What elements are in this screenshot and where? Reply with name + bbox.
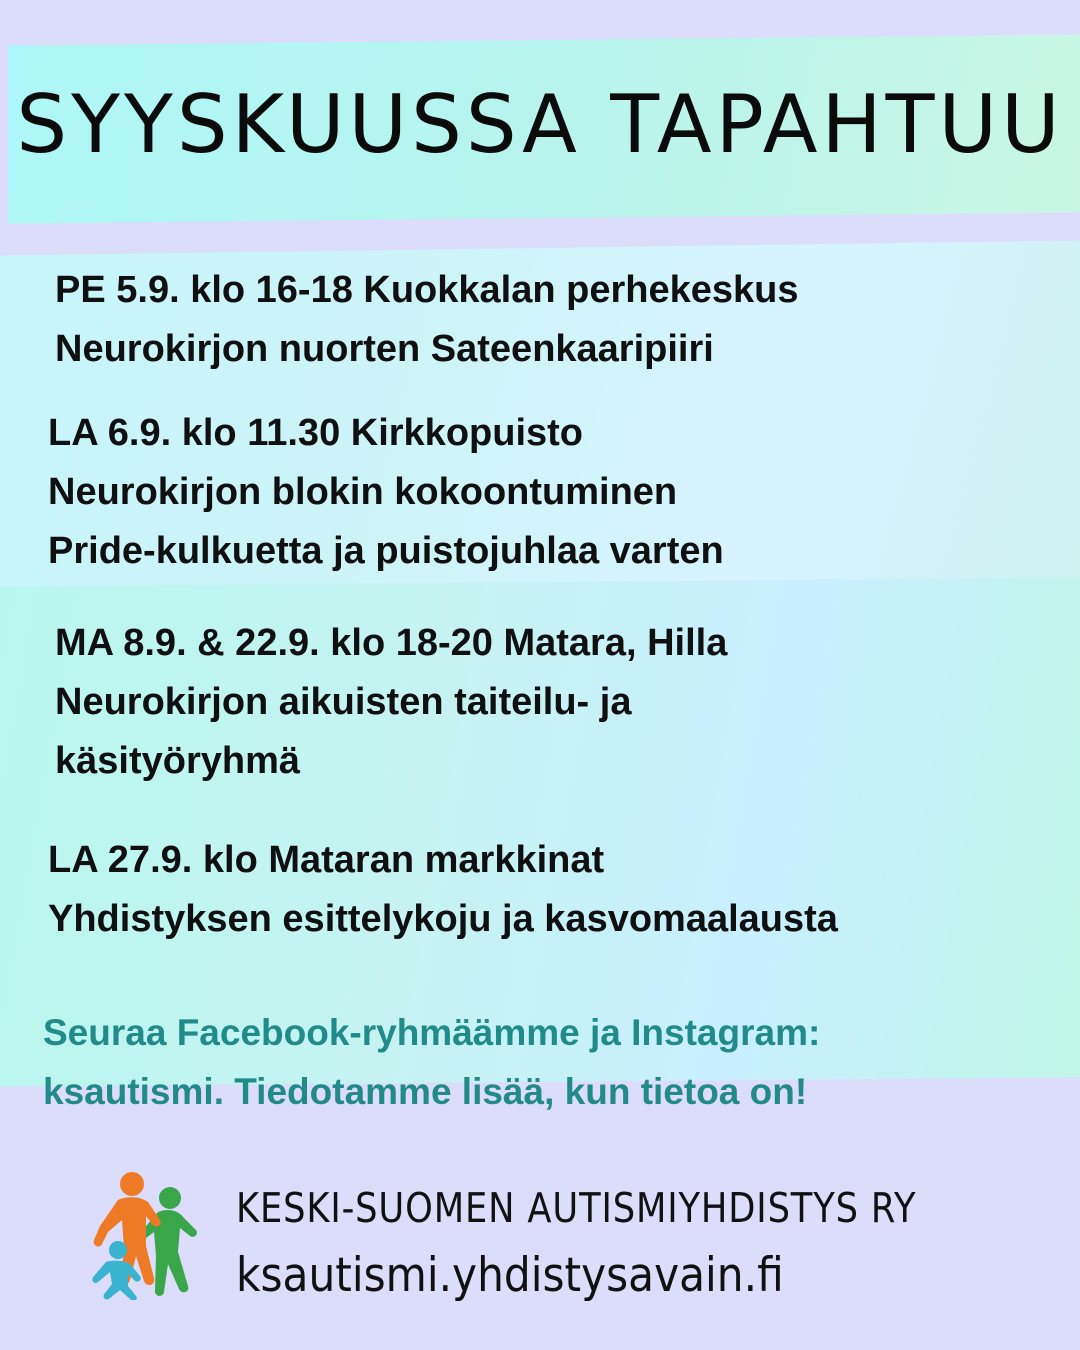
organization-url: ksautismi.yhdistysavain.fi	[236, 1248, 784, 1303]
event-heading: MA 8.9. & 22.9. klo 18-20 Matara, Hilla	[55, 622, 728, 664]
event-item	[55, 261, 799, 379]
family-figures-logo-icon	[80, 1168, 200, 1300]
follow-line: ksautismi. Tiedotamme lisää, kun tietoa on!	[43, 1071, 808, 1112]
event-description: Neurokirjon aikuisten taiteilu- ja	[55, 681, 632, 723]
event-description: Neurokirjon blokin kokoontuminen	[48, 471, 678, 513]
event-description: käsityöryhmä	[55, 740, 301, 782]
page-title: SYYSKUUSSA TAPAHTUU	[16, 78, 1064, 171]
follow-line: Seuraa Facebook-ryhmäämme ja Instagram:	[43, 1012, 821, 1053]
event-heading: PE 5.9. klo 16-18 Kuokkalan perhekeskus	[55, 269, 799, 311]
follow-notice	[43, 1003, 820, 1121]
event-description: Neurokirjon nuorten Sateenkaaripiiri	[55, 328, 714, 370]
event-item	[48, 831, 838, 949]
event-description: Yhdistyksen esittelykoju ja kasvomaalausta	[48, 898, 838, 940]
organization-name: KESKI-SUOMEN AUTISMIYHDISTYS RY	[236, 1184, 917, 1232]
event-description: Pride-kulkuetta ja puistojuhlaa varten	[48, 530, 724, 572]
event-item	[55, 614, 727, 791]
event-heading: LA 27.9. klo Mataran markkinat	[48, 839, 605, 881]
event-heading: LA 6.9. klo 11.30 Kirkkopuisto	[48, 412, 584, 454]
event-item	[48, 404, 724, 581]
